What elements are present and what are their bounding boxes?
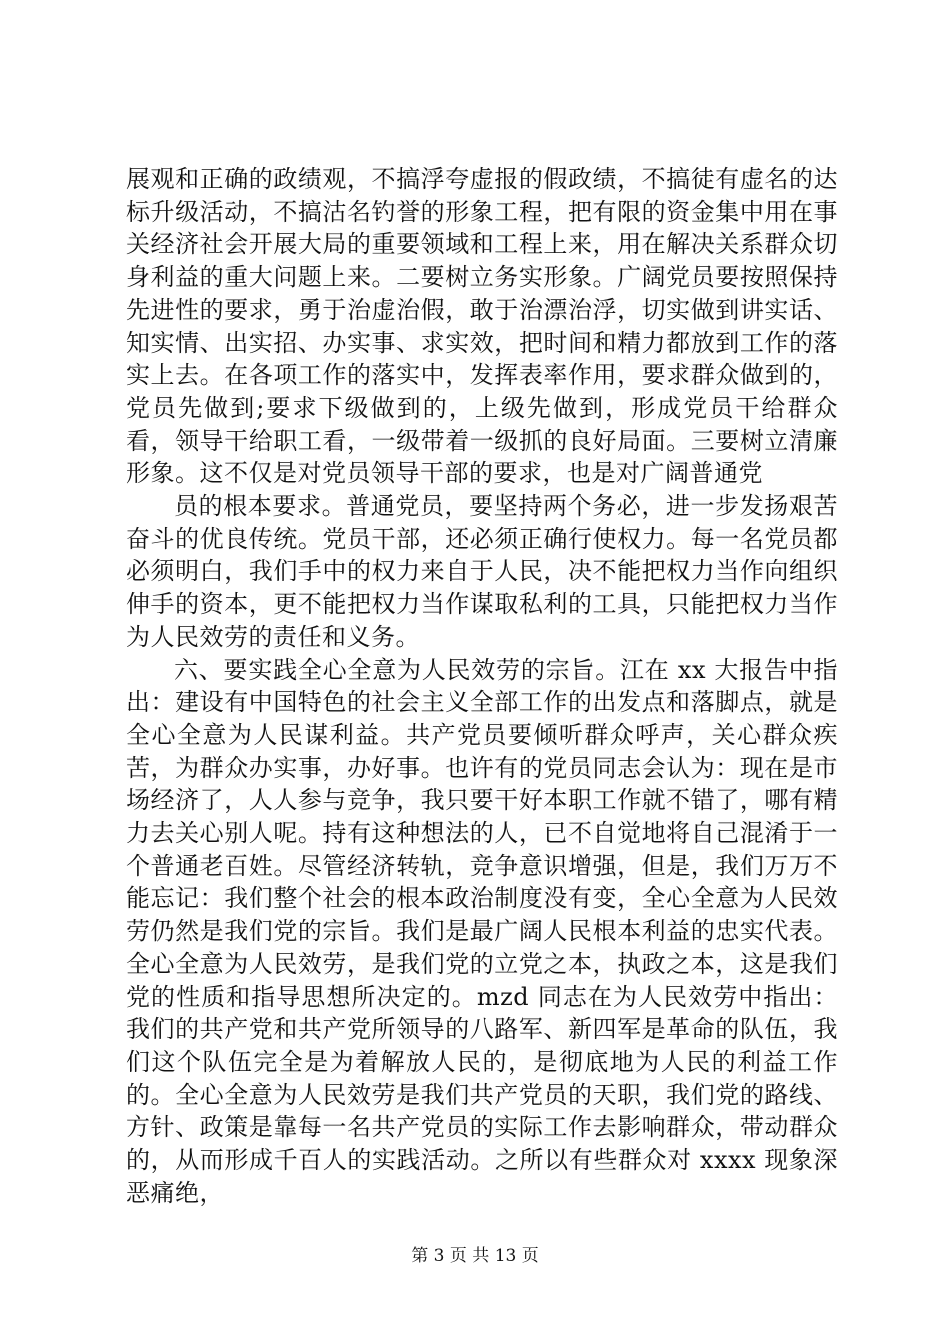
page-footer xyxy=(0,1241,950,1266)
paragraph-section-six: 六、要实践全心全意为人民效劳的宗旨。江在 xx 大报告中指出：建设有中国特色的社会主义全部工作的出发点和落脚点，就是全心全意为人民谋利益。共产党员要倾听群众呼声，关心群众疾苦，为群众办实事，办好事。也许有的党员同志会认为：现在是市场经济了，人人参与竞争，我只要干好本职工作就不错了，哪有精力去关心别人呢。持有这种想法的人，已不自觉地将自己混淆于一个普通老百姓。尽管经济转轨，竞争意识增强，但是，我们万万不能忘记：我们整个社会的根本政治制度没有变，全心全意为人民效劳仍然是我们党的宗旨。我们是最广阔人民根本利益的忠实代表。全心全意为人民效劳，是我们党的立党之本，执政之本，这是我们党的性质和指导思想所决定的。mzd 同志在为人民效劳中指出：我们的共产党和共产党所领导的八路军、新四军是革命的队伍，我们这个队伍完全是为着解放人民的，是彻底地为人民的利益工作的。全心全意为人民效劳是我们共产党员的天职，我们党的路线、方针、政策是靠每一名共产党员的实际工作去影响群众，带动群众的，从而形成千百人的实践活动。之所以有些群众对 xxxx 现象深恶痛绝， xyxy=(126,655,838,1207)
page-number-label: 第 3 页 共 13 页 xyxy=(411,1246,539,1266)
paragraph-continuation: 展观和正确的政绩观，不搞浮夸虚报的假政绩，不搞徒有虚名的达标升级活动，不搞沽名钓誉的形象工程，把有限的资金集中用在事关经济社会开展大局的重要领域和工程上来，用在解决关系群众切身利益的重大问题上来。二要树立务实形象。广阔党员要按照保持先进性的要求，勇于治虚治假，敢于治漂治浮，切实做到讲实话、知实情、出实招、办实事、求实效，把时间和精力都放到工作的落实上去。在各项工作的落实中，发挥表率作用，要求群众做到的，党员先做到;要求下级做到的，上级先做到，形成党员干给群众看，领导干给职工看，一级带着一级抓的良好局面。三要树立清廉形象。这不仅是对党员领导干部的要求，也是对广阔普通党 xyxy=(126,165,838,488)
document-body xyxy=(126,163,838,1210)
paragraph-party-member-requirements: 员的根本要求。普通党员，要坚持两个务必，进一步发扬艰苦奋斗的优良传统。党员干部，还必须正确行使权力。每一名党员都必须明白，我们手中的权力来自于人民，决不能把权力当作向组织伸手的资本，更不能把权力当作谋取私利的工具，只能把权力当作为人民效劳的责任和义务。 xyxy=(126,492,838,651)
